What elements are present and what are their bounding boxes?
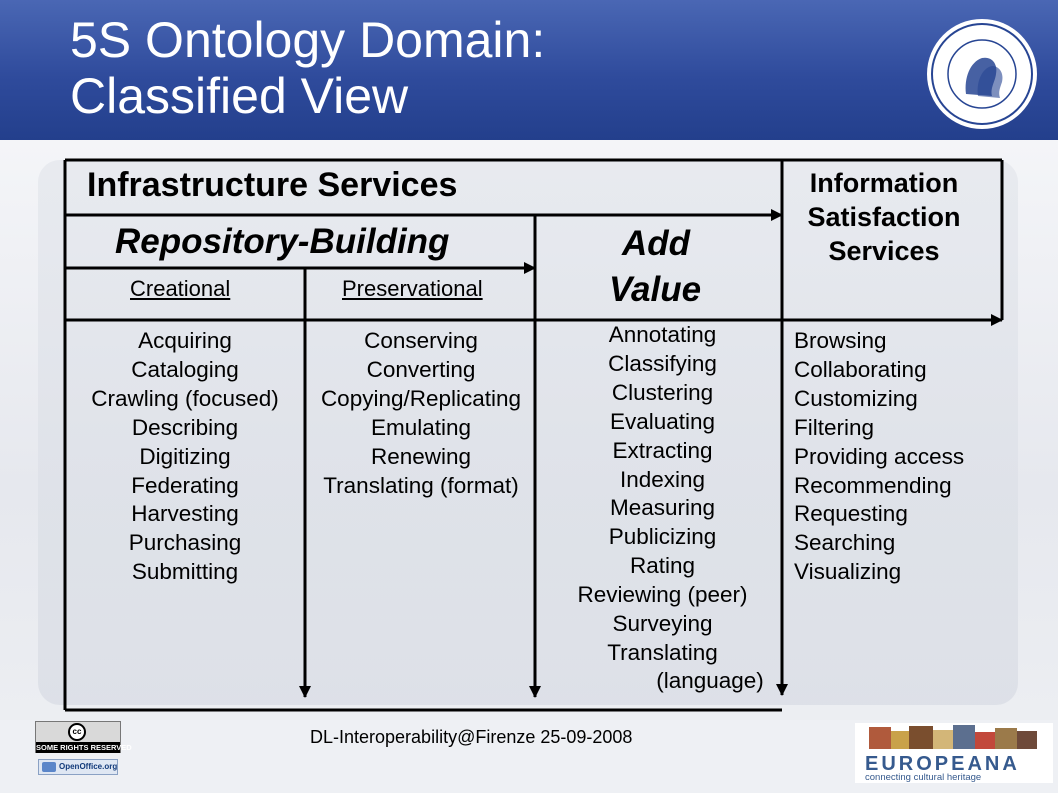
information-satisfaction-item: Filtering [794,414,875,440]
creational-label: Creational [130,276,231,301]
repository-building-label: Repository-Building [115,222,450,261]
preservational-item: Emulating [370,414,472,440]
cc-icon: cc [68,723,86,741]
add-value-item: Surveying [612,611,713,637]
add-value-item: Classifying [608,350,717,376]
info-label-line-2: Satisfaction [807,202,961,232]
add-value-line-2: Value [609,270,702,309]
info-label-line-3: Services [828,236,940,266]
creational-item: Acquiring [138,328,232,353]
add-value-item: Indexing [619,466,706,492]
information-satisfaction-item: Searching [794,530,896,556]
europeana-pictures-icon [855,723,1053,753]
information-satisfaction-item: Providing access [794,443,965,469]
cc-badge-text: SOME RIGHTS RESERVED [36,743,132,752]
add-value-item: Evaluating [609,408,716,434]
information-satisfaction-item: Requesting [794,501,908,527]
creational-item: Purchasing [128,530,242,556]
add-value-item: Extracting [612,437,713,463]
preservational-item: Converting [366,356,476,382]
preservational-item: Conserving [364,328,478,353]
information-satisfaction-item: Browsing [794,328,887,353]
information-satisfaction-label [792,166,976,268]
creative-commons-badge [35,721,132,753]
preservational-item: Copying/Replicating [320,385,522,411]
add-value-last-item: (language) [656,668,764,693]
creational-item: Cataloging [131,356,239,382]
add-value-item: Publicizing [608,524,717,550]
preservational-list [308,327,534,500]
information-satisfaction-list [794,327,999,587]
creational-item: Submitting [131,559,239,585]
infrastructure-services-label: Infrastructure Services [87,166,458,204]
europeana-logo [855,723,1053,783]
europeana-tagline: connecting cultural heritage [865,772,982,783]
information-satisfaction-item: Customizing [794,385,918,411]
preservational-item: Translating (format) [323,472,519,498]
creational-item: Describing [131,414,239,440]
add-value-item: Reviewing (peer) [577,582,748,608]
creational-item: Crawling (focused) [91,385,279,411]
add-value-list [540,321,785,668]
openoffice-badge [38,759,118,775]
information-satisfaction-item: Recommending [794,472,952,498]
information-satisfaction-item: Visualizing [794,559,902,585]
add-value-item: Translating [607,639,718,665]
title-line-2: Classified View [70,68,409,124]
footer-text: DL-Interoperability@Firenze 25-09-2008 [310,727,633,747]
openoffice-icon [42,762,56,772]
preservational-label: Preservational [342,276,483,301]
title-line-1: 5S Ontology Domain: [70,12,546,68]
creational-item: Harvesting [131,501,239,527]
openoffice-text: OpenOffice.org [59,762,118,771]
add-value-line-1: Add [622,224,691,263]
add-value-item: Clustering [611,379,714,405]
add-value-item: Measuring [609,495,716,521]
preservational-item: Renewing [370,443,472,469]
creational-item: Federating [131,472,239,498]
creational-list [70,327,300,587]
information-satisfaction-item: Collaborating [794,356,927,382]
add-value-item: Rating [629,553,696,579]
europeana-wordmark: EUROPEANA [865,753,1020,775]
info-label-line-1: Information [809,168,959,198]
creational-item: Digitizing [139,443,231,469]
add-value-item: Annotating [608,322,717,347]
